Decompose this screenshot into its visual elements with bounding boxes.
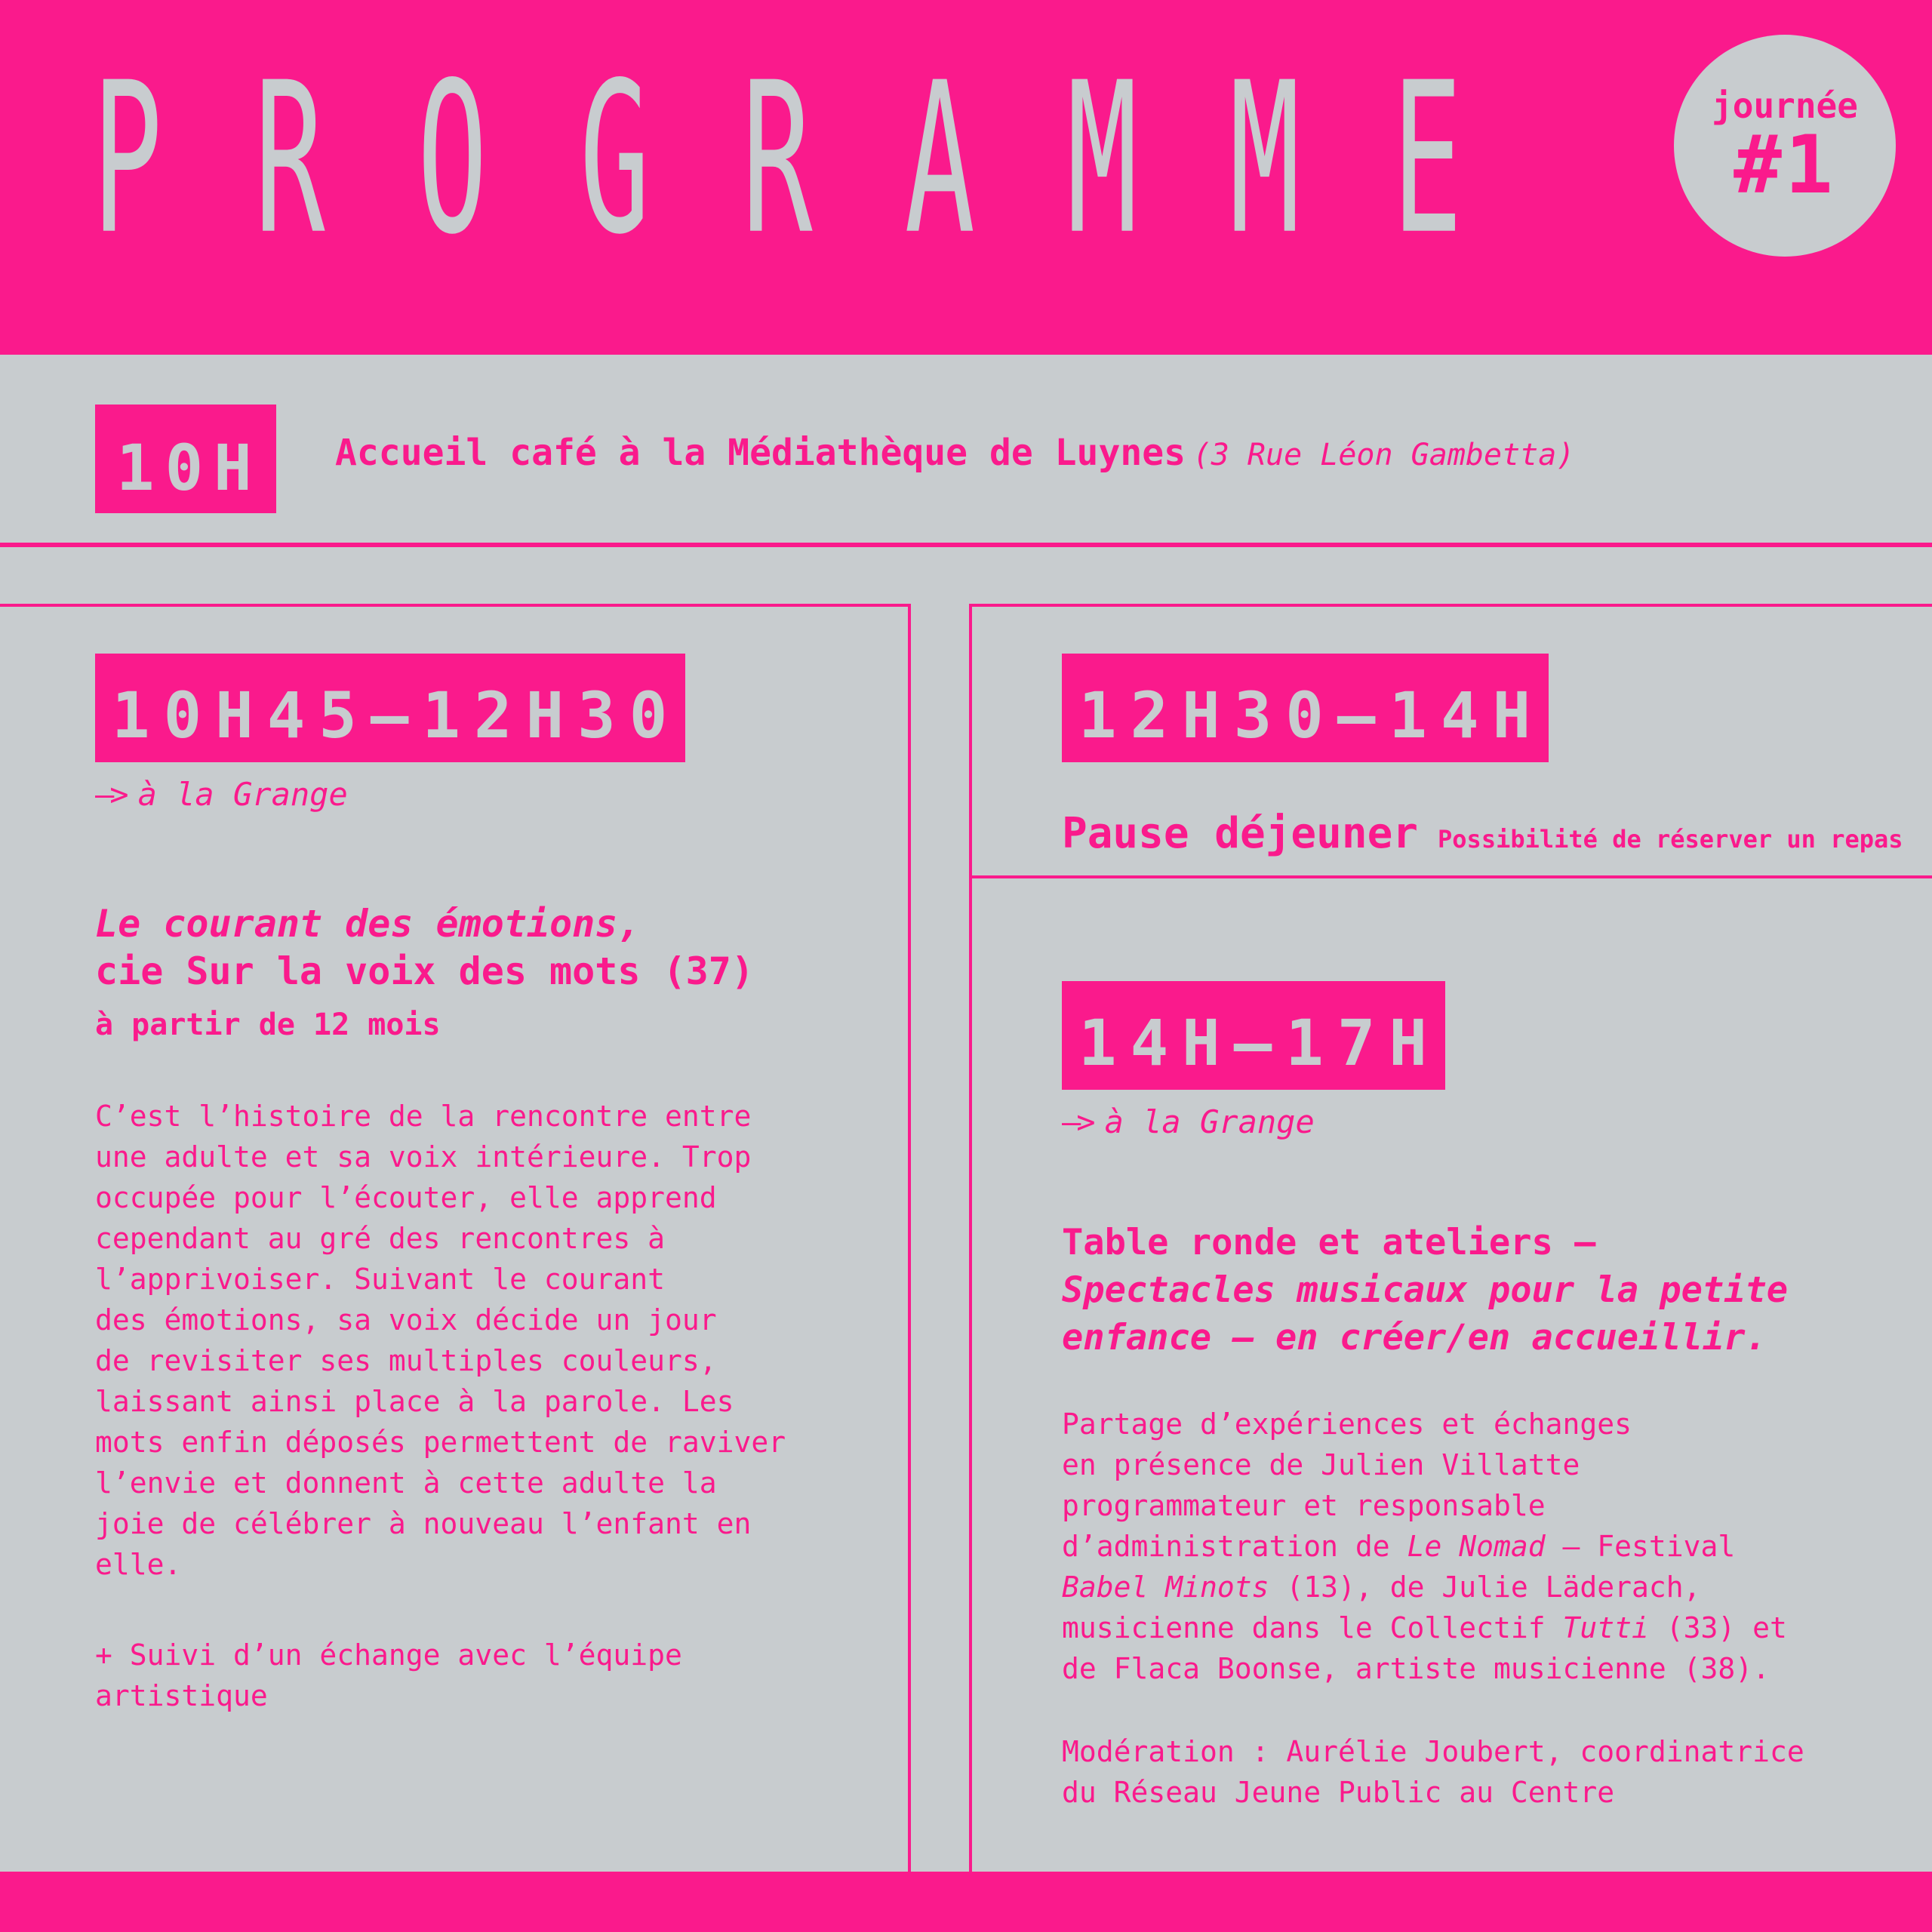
morning-session-age: à partir de 12 mois (95, 1008, 441, 1042)
afternoon-section (1062, 981, 1922, 1813)
day-badge-label: journée (1712, 85, 1858, 127)
afternoon-title (1062, 1219, 1922, 1361)
time-badge-10h-label: 10H (95, 405, 276, 513)
lunch-note: Possibilité de réserver un repas (1438, 825, 1903, 854)
right-panel-top-border (969, 604, 1932, 607)
time-badge-afternoon: 14H–17H (1062, 981, 1445, 1090)
afternoon-title-bold: Table ronde et ateliers – (1062, 1222, 1596, 1263)
arrow-right-icon: –> (1062, 1103, 1091, 1140)
morning-session-company: cie Sur la voix des mots (37) (95, 949, 754, 993)
left-panel-right-border (908, 604, 911, 1872)
morning-session-followup: + Suivi d’un échange avec l’équipe artistique (95, 1638, 682, 1712)
morning-session-title (95, 900, 865, 1049)
divider-full-width (0, 543, 1932, 547)
day-badge-number: #1 (1734, 118, 1836, 212)
lunch-line (1062, 809, 1922, 858)
lunch-title: Pause déjeuner (1062, 809, 1419, 858)
morning-event-title: Accueil café à la Médiathèque de Luynes (335, 432, 1186, 474)
afternoon-place-text: à la Grange (1104, 1103, 1315, 1140)
time-badge-lunch: 12H30–14H (1062, 654, 1549, 762)
morning-session-place (95, 776, 865, 813)
left-panel-top-border (0, 604, 911, 607)
time-badge-10h (95, 405, 276, 513)
left-panel (95, 654, 865, 1716)
morning-event-location-text: (3 Rue Léon Gambetta) (1192, 438, 1575, 472)
right-panel-left-border (969, 604, 972, 1872)
afternoon-title-italic: Spectacles musicaux pour la petite enfance – en créer/en accueillir. (1062, 1269, 1789, 1358)
afternoon-description: Partage d’expériences et échanges en présence de Julien Villatte programmateur et responsable d’administration de Le Nomad – Festival Babel Minots (13), de Julie Läderach, musicienne dans le Collectif Tutti (33) et de Flaca Boonse, artiste musicienne (38). (1062, 1407, 1787, 1685)
header-band (0, 0, 1932, 355)
afternoon-place (1062, 1103, 1922, 1140)
morning-event-location (1193, 438, 1575, 472)
time-badge-morning-session: 10H45–12H30 (95, 654, 685, 762)
right-panel-divider (969, 875, 1932, 878)
morning-event-line (335, 432, 1574, 474)
morning-session-place-text: à la Grange (137, 776, 348, 813)
morning-session-description: C’est l’histoire de la rencontre entre une adulte et sa voix intérieure. Trop occupée pour l’écouter, elle apprend cependant au gré des rencontres à l’apprivoiser. Suivant le courant des émotions, sa voix décide un jour de revisiter ses multiples couleurs, laissant ainsi place à la parole. Les mots enfin déposés permettent de raviver l’envie et donnent à cette adulte la joie de célébrer à nouveau l’enfant en elle. (95, 1100, 786, 1581)
footer-band (0, 1872, 1932, 1932)
page-title: PROGRAMME (92, 36, 1555, 281)
morning-session-title-name: Le courant des émotions, (95, 902, 641, 946)
arrow-right-icon: –> (95, 776, 125, 813)
lunch-section (1062, 654, 1922, 858)
day-badge (1674, 35, 1896, 257)
afternoon-moderation: Modération : Aurélie Joubert, coordinatrice du Réseau Jeune Public au Centre (1062, 1735, 1804, 1809)
